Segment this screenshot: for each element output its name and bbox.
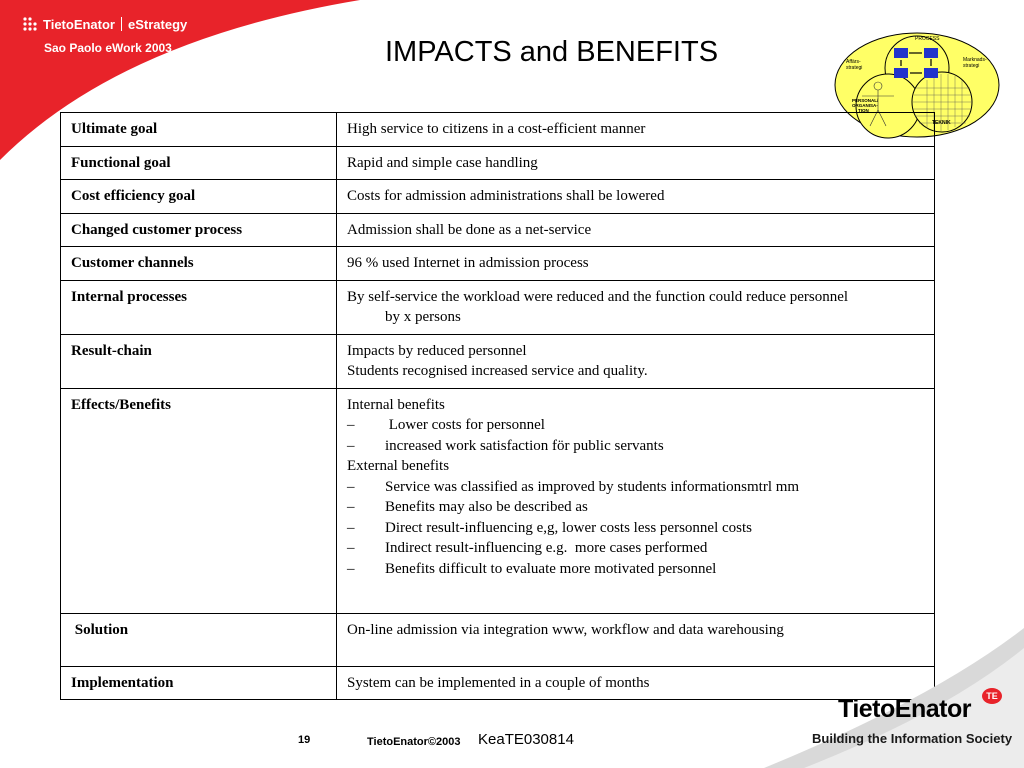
dash-bullet: – [347,478,355,495]
list-item-text: Benefits difficult to evaluate more motivated personnel [385,560,717,577]
list-item [347,497,924,518]
tietoenator-dots-icon [22,16,38,32]
diagram-teknik-label: TEKNIK [932,120,951,126]
dash-bullet: – [347,540,355,556]
row-key: Implementation [61,666,337,700]
dash-bullet: – [347,560,355,577]
list-item-text: Benefits may also be described as [385,499,588,515]
row-value [337,388,935,613]
te-badge-icon: TE [982,688,1002,704]
list-item [347,538,924,559]
diagram-affars-label-1: Affärs- [846,59,861,65]
diagram-personal-label-3: TION [858,108,869,113]
brand-separator [121,17,122,31]
table-row [61,388,935,613]
table-row [61,113,935,147]
header-event: Sao Paolo eWork 2003 [44,41,172,55]
list-item-text: Indirect result-influencing e.g. more cases performed [385,540,708,556]
row-key: Customer channels [61,247,337,281]
list-item [347,415,924,436]
table-row [61,213,935,247]
footer-doc-code: KeaTE030814 [478,731,574,748]
table-row [61,280,935,334]
dash-bullet: – [347,519,355,536]
logo-tagline: Building the Information Society [812,731,1013,746]
list-item [347,518,924,539]
header-brand [22,16,187,55]
internal-benefits-heading: Internal benefits [347,396,445,413]
row-key: Changed customer process [61,213,337,247]
row-value-line: Students recognised increased service and quality. [347,363,648,379]
list-item-text: Service was classified as improved by students informationsmtrl mm [385,478,800,495]
list-item-text: increased work satisfaction för public servants [385,437,664,454]
diagram-personal-label-1: PERSONAL/ [852,98,879,103]
table-row [61,146,935,180]
row-value: On-line admission via integration www, workflow and data warehousing [337,613,935,666]
brand-product: eStrategy [128,16,188,32]
diagram-marknads-label-2: strategi [963,63,980,69]
row-value: 96 % used Internet in admission process [337,247,935,281]
impacts-table [60,112,935,700]
table-row [61,247,935,281]
row-key: Cost efficiency goal [61,180,337,214]
tietoenator-logo: TietoEnator [838,695,971,723]
dash-bullet: – [347,437,355,454]
row-value [337,280,935,334]
diagram-personal-label-2: ORGANISA- [852,103,878,108]
row-value: Costs for admission administrations shall be lowered [337,180,935,214]
table-row [61,334,935,388]
row-value-line: by x persons [385,309,461,325]
list-item [347,477,924,498]
row-key: Result-chain [61,334,337,388]
row-value: Admission shall be done as a net-service [337,213,935,247]
brand-name: TietoEnator [43,16,115,32]
list-item [347,559,924,580]
list-item-text: Lower costs for personnel [385,417,545,433]
row-value-line: Impacts by reduced personnel [347,342,527,359]
row-value-line: By self-service the workload were reduced and the function could reduce personnel [347,288,849,305]
row-value [337,334,935,388]
row-key: Ultimate goal [61,113,337,147]
page-number: 19 [298,734,311,746]
row-value: High service to citizens in a cost-efficient manner [337,113,935,147]
table-row [61,180,935,214]
row-value: System can be implemented in a couple of months [337,666,935,700]
row-value: Rapid and simple case handling [337,146,935,180]
row-key: Internal processes [61,280,337,334]
row-key: Functional goal [61,146,337,180]
diagram-affars-label-2: strategi [846,65,863,71]
footer-copyright: TietoEnator©2003 [367,736,461,748]
dash-bullet: – [347,417,355,433]
external-benefits-heading: External benefits [347,458,450,474]
row-key: Solution [61,613,337,666]
row-key: Effects/Benefits [61,388,337,613]
page-title: IMPACTS and BENEFITS [385,36,719,68]
list-item [347,436,924,457]
diagram-process-label: PROCESS [915,36,940,42]
diagram-marknads-label-1: Marknads- [963,57,987,63]
list-item-text: Direct result-influencing e,g, lower costs less personnel costs [385,519,752,536]
dash-bullet: – [347,499,355,515]
